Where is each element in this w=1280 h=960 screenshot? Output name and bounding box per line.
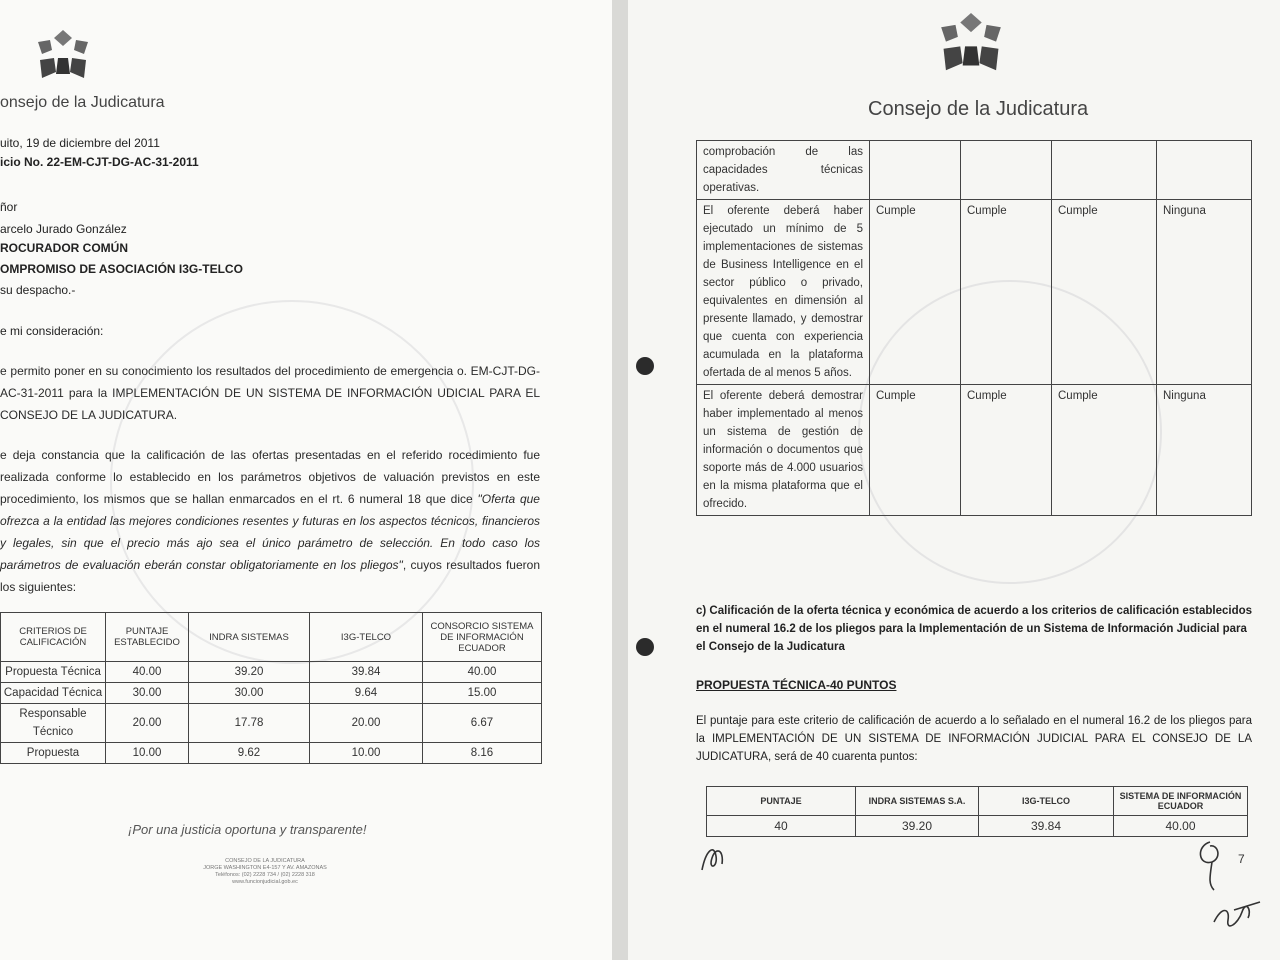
recipient-title: ROCURADOR COMÚN (0, 241, 128, 255)
criteria-table (696, 140, 1252, 516)
criterion-description: El oferente deberá demostrar haber implementado al menos un sistema de gestión de información o documentos que soporte más de 4.000 usuarios en la misma plataforma que el ofrecido. (697, 385, 870, 516)
table-cell: 30.00 (189, 683, 310, 704)
evaluation-text-end: , cuyos resultados fueron los siguientes: (0, 558, 541, 594)
right-document-page (628, 0, 1280, 960)
table-cell: 40.00 (106, 662, 189, 683)
column-header: INDRA SISTEMAS S.A. (856, 787, 979, 816)
greeting: e mi consideración: (0, 324, 104, 338)
technical-proposal-heading: PROPUESTA TÉCNICA-40 PUNTOS (696, 678, 897, 692)
table-cell: 8.16 (423, 743, 542, 764)
footer-address (150, 858, 380, 886)
recipient-name: arcelo Jurado González (0, 222, 127, 236)
table-cell: 39.84 (310, 662, 423, 683)
table-cell: 39.20 (189, 662, 310, 683)
evaluation-text: e deja constancia que la calificación de las ofertas presentadas en el referido rocedimiento fue realizada conforme lo establecido en los parámetros objetivos de valuación previstos en este procedimiento, los mismos que se hallan enmarcados en el rt. 6 numeral 18 que dice (0, 448, 540, 506)
evaluation-paragraph (0, 444, 540, 598)
table-cell: Cumple (870, 200, 961, 385)
letter-date: uito, 19 de diciembre del 2011 (0, 136, 160, 150)
table-cell: 40 (707, 816, 856, 837)
table-cell: Propuesta (1, 743, 106, 764)
table-cell (1157, 141, 1252, 200)
criterion-description: comprobación de las capacidades técnicas operativas. (697, 141, 870, 200)
page-number: 7 (1238, 852, 1245, 866)
table-cell: 15.00 (423, 683, 542, 704)
dispatch-line: su despacho.- (0, 283, 76, 297)
table-cell: 40.00 (423, 662, 542, 683)
table-cell (870, 141, 961, 200)
section-c-heading: c) Calificación de la oferta técnica y económica de acuerdo a los criterios de calificación establecidos en el numeral 16.2 de los pliegos para la Implementación de un Sistema de Información Judicial para el Consejo de la Judicatura (696, 605, 1253, 653)
table-row (1, 662, 542, 683)
table-row (707, 816, 1248, 837)
table-cell: 39.20 (856, 816, 979, 837)
column-header: I3G-TELCO (310, 613, 423, 662)
left-document-page (0, 0, 612, 960)
table-cell: Ninguna (1157, 200, 1252, 385)
table-cell: 30.00 (106, 683, 189, 704)
handwritten-signature-2 (1208, 888, 1268, 938)
handwritten-signature (1188, 836, 1238, 896)
column-header: CRITERIOS DE CALIFICACIÓN (1, 613, 106, 662)
judicature-logo (934, 10, 1008, 78)
table-cell: 39.84 (979, 816, 1114, 837)
table-cell: 40.00 (1114, 816, 1248, 837)
judicature-logo (32, 28, 94, 84)
column-header: INDRA SISTEMAS (189, 613, 310, 662)
table-row (697, 141, 1252, 200)
slogan: ¡Por una justicia oportuna y transparente! (128, 822, 367, 837)
letterhead-title: Consejo de la Judicatura (868, 98, 1089, 120)
table-cell (961, 141, 1052, 200)
score-table-header (707, 787, 1248, 816)
table-cell: 17.78 (189, 704, 310, 743)
column-header: PUNTAJE ESTABLECIDO (106, 613, 189, 662)
results-table (0, 612, 542, 764)
table-cell: Ninguna (1157, 385, 1252, 516)
table-row (697, 200, 1252, 385)
score-paragraph: El puntaje para este criterio de calificación de acuerdo a lo señalado en el numeral 16.2 de los pliegos para la IMPLEMENTACIÓN DE UN SISTEMA DE INFORMACIÓN JUDICIAL PARA EL CONSEJO DE LA JUDICATURA, será de 40 cuarenta puntos: (696, 715, 1252, 763)
footer-line: Teléfonos: (02) 2228 734 / (02) 2228 318 (215, 872, 315, 878)
criterion-description: El oferente deberá haber ejecutado un mínimo de 5 implementaciones de sistemas de Business Intelligence en el sector público o privado, equivalentes en dimensión al presente llamado, y demostrar que cuenta con experiencia acumulada en la plataforma ofertada de al menos 5 años. (697, 200, 870, 385)
evaluation-quote: "Oferta que ofrezca a la entidad las mejores condiciones resentes y futuras en los aspectos técnicos, financieros y legales, sin que el precio más ajo sea el único parámetro de selección. En todo caso los parámetros de evaluación eberán constar obligatoriamente en los pliegos" (0, 492, 540, 572)
letterhead-title: onsejo de la Judicatura (0, 94, 165, 111)
punch-hole (636, 638, 654, 656)
table-cell: Responsable Técnico (1, 704, 106, 743)
table-cell: 20.00 (106, 704, 189, 743)
office-number: icio No. 22-EM-CJT-DG-AC-31-2011 (0, 155, 199, 169)
table-row (1, 743, 542, 764)
punch-hole (636, 357, 654, 375)
results-table-header (1, 613, 542, 662)
table-cell: 6.67 (423, 704, 542, 743)
footer-line: www.funcionjudicial.gob.ec (232, 879, 298, 885)
table-cell: Cumple (961, 200, 1052, 385)
column-header: I3G-TELCO (979, 787, 1114, 816)
table-cell: 9.64 (310, 683, 423, 704)
salutation: ñor (0, 200, 18, 214)
table-cell: Cumple (870, 385, 961, 516)
footer-line: CONSEJO DE LA JUDICATURA (225, 858, 305, 864)
initials-signature (694, 836, 734, 876)
table-cell (1052, 141, 1157, 200)
table-cell: 9.62 (189, 743, 310, 764)
table-cell: 10.00 (310, 743, 423, 764)
intro-paragraph: e permito poner en su conocimiento los resultados del procedimiento de emergencia o. EM-CJT-DG-AC-31-2011 para la IMPLEMENTACIÓN DE UN SISTEMA DE INFORMACIÓN UDICIAL PARA EL CONSEJO DE LA JUDICATURA. (0, 364, 540, 422)
score-table (706, 786, 1248, 837)
footer-line: JORGE WASHINGTON E4-157 Y AV. AMAZONAS (203, 865, 327, 871)
table-cell: Cumple (1052, 200, 1157, 385)
column-header: SISTEMA DE INFORMACIÓN ECUADOR (1114, 787, 1248, 816)
table-row (1, 704, 542, 743)
column-header: PUNTAJE (707, 787, 856, 816)
table-cell: 10.00 (106, 743, 189, 764)
table-row (697, 385, 1252, 516)
table-cell: Propuesta Técnica (1, 662, 106, 683)
table-row (1, 683, 542, 704)
table-cell: Capacidad Técnica (1, 683, 106, 704)
recipient-organization: OMPROMISO DE ASOCIACIÓN I3G-TELCO (0, 262, 243, 276)
column-header: CONSORCIO SISTEMA DE INFORMACIÓN ECUADOR (423, 613, 542, 662)
table-cell: Cumple (961, 385, 1052, 516)
table-cell: Cumple (1052, 385, 1157, 516)
table-cell: 20.00 (310, 704, 423, 743)
